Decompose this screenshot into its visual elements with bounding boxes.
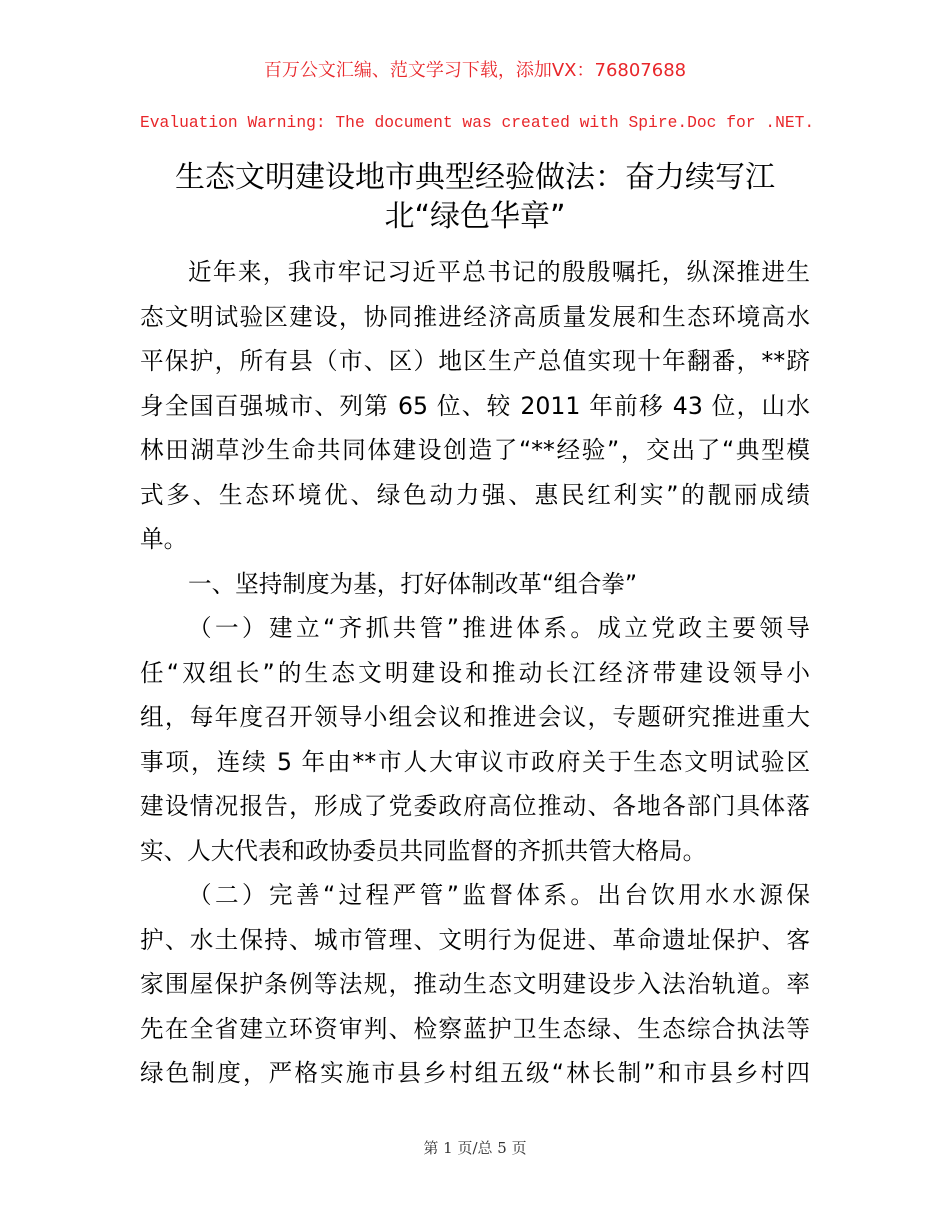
text-line: 先在全省建立环资审判、检察蓝护卫生态绿、生态综合执法等: [140, 1014, 810, 1043]
document-body: [140, 250, 810, 1096]
text-line: （二）完善“过程严管”监督体系。出台饮用水水源保: [188, 881, 810, 909]
text-line: 组，每年度召开领导小组会议和推进会议，专题研究推进重大: [140, 703, 810, 731]
section-heading: [140, 562, 810, 607]
paragraph-subsection-2: [140, 873, 810, 1096]
text-line: 式多、生态环境优、绿色动力强、惠民红利实”的靓丽成绩: [140, 480, 810, 509]
title-line: 北“绿色华章”: [384, 199, 566, 234]
paragraph-intro: [140, 250, 810, 562]
text-line: 态文明试验区建设，协同推进经济高质量发展和生态环境高水: [140, 302, 810, 331]
paragraph-subsection-1: [140, 606, 810, 873]
text-line: 平保护，所有县（市、区）地区生产总值实现十年翻番，**跻: [140, 347, 810, 375]
text-line: 任“双组长”的生态文明建设和推动长江经济带建设领导小: [140, 658, 810, 687]
text-line: 事项，连续 5 年由**市人大审议市政府关于生态文明试验区: [140, 747, 810, 776]
page-number: 第 1 页/总 5 页: [423, 1139, 527, 1157]
heading-text: 一、坚持制度为基，打好体制改革“组合拳”: [188, 569, 638, 598]
text-line: 实、人大代表和政协委员共同监督的齐抓共管大格局。: [140, 836, 707, 865]
title-line: 生态文明建设地市典型经验做法：奋力续写江: [175, 160, 775, 195]
text-line: 身全国百强城市、列第 65 位、较 2011 年前移 43 位，山水: [140, 391, 810, 420]
text-line: 近年来，我市牢记习近平总书记的殷殷嘱托，纵深推进生: [188, 258, 810, 286]
document-title: [120, 158, 830, 236]
promo-banner: 百万公文汇编、范文学习下载，添加VX：76807688: [263, 60, 687, 81]
evaluation-warning: Evaluation Warning: The document was created with Spire.Doc for .NET.: [140, 113, 815, 132]
text-line: 单。: [140, 525, 188, 553]
text-line: 护、水土保持、城市管理、文明行为促进、革命遗址保护、客: [140, 925, 810, 954]
text-line: （一）建立“齐抓共管”推进体系。成立党政主要领导: [188, 614, 810, 642]
text-line: 绿色制度，严格实施市县乡村组五级“林长制”和市县乡村四: [140, 1059, 810, 1087]
text-line: 家围屋保护条例等法规，推动生态文明建设步入法治轨道。率: [140, 970, 810, 998]
text-line: 林田湖草沙生命共同体建设创造了“**经验”，交出了“典型模: [140, 436, 810, 464]
text-line: 建设情况报告，形成了党委政府高位推动、各地各部门具体落: [140, 792, 810, 820]
